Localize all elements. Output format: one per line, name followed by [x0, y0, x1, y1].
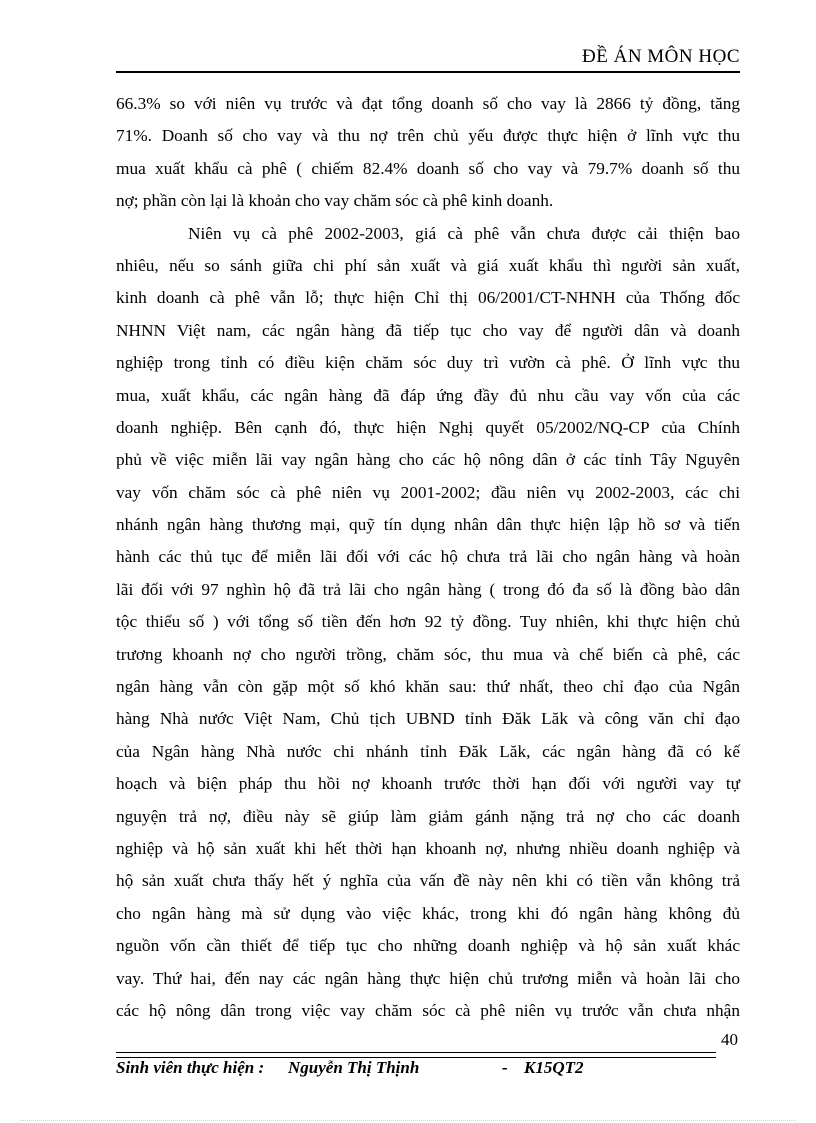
text-line: hành các thủ tục để miễn lãi đối với các hộ chưa trả lãi cho ngân hàng và hoàn	[116, 547, 740, 567]
text-line: trương khoanh nợ cho người trồng, chăm sóc, thu mua và chế biến cà phê, các	[116, 644, 740, 664]
header-rule	[116, 71, 740, 73]
text-line: hoạch và biện pháp thu hồi nợ khoanh trước thời hạn đối với người vay tự	[116, 774, 740, 794]
text-line: các hộ nông dân trong việc vay chăm sóc cà phê niên vụ trước vẫn chưa nhận	[116, 1000, 740, 1020]
text-line: doanh nghiệp. Bên cạnh đó, thực hiện Nghị quyết 05/2002/NQ-CP của Chính	[116, 417, 740, 437]
text-line: nợ; phần còn lại là khoản cho vay chăm sóc cà phê kinh doanh.	[116, 191, 554, 211]
page-number: 40	[721, 1030, 738, 1049]
text-line: cho ngân hàng mà sử dụng vào việc khác, trong khi đó ngân hàng không đủ	[116, 903, 740, 923]
text-line: nghiệp và hộ sản xuất khi hết thời hạn khoanh nợ, nhưng nhiều doanh nghiệp và	[116, 838, 740, 858]
text-line: nguồn vốn cần thiết để tiếp tục cho những doanh nghiệp và hộ sản xuất khác	[116, 936, 740, 956]
header-title: ĐỀ ÁN MÔN HỌC	[582, 46, 740, 67]
paragraph-1	[116, 88, 740, 218]
text-line: Niên vụ cà phê 2002-2003, giá cà phê vẫn chưa được cải thiện bao	[188, 223, 740, 243]
footer-author-label: Sinh viên thực hiện :	[116, 1058, 265, 1077]
text-line: tộc thiểu số ) với tổng số tiền đến hơn 92 tỷ đồng. Tuy nhiên, khi thực hiện chủ	[116, 612, 740, 632]
footer-separator: -	[502, 1058, 508, 1077]
text-line: NHNN Việt nam, các ngân hàng đã tiếp tục cho vay để người dân và doanh	[116, 320, 740, 340]
text-line: vay vốn chăm sóc cà phê niên vụ 2001-2002; đầu niên vụ 2002-2003, các chi	[116, 482, 740, 502]
footer-class-code: K15QT2	[524, 1058, 584, 1077]
text-line: hàng Nhà nước Việt Nam, Chủ tịch UBND tỉnh Đăk Lăk và công văn chỉ đạo	[116, 709, 740, 729]
text-line: của Ngân hàng Nhà nước chi nhánh tỉnh Đăk Lăk, các ngân hàng đã có kế	[116, 741, 740, 761]
text-line: ngân hàng vẫn còn gặp một số khó khăn sau: thứ nhất, theo chỉ đạo của Ngân	[116, 677, 740, 697]
text-line: lãi đối với 97 nghìn hộ đã trả lãi cho ngân hàng ( trong đó đa số là đồng bào dân	[116, 579, 740, 599]
text-line: hộ sản xuất chưa thấy hết ý nghĩa của vấn đề này nên khi có tiền vẫn không trả	[116, 871, 740, 891]
page-edge-divider	[20, 1120, 796, 1121]
text-line: nghiệp trong tỉnh có điều kiện chăm sóc duy trì vườn cà phê. Ở lĩnh vực thu	[116, 353, 740, 373]
text-line: vay. Thứ hai, đến nay các ngân hàng thực hiện chủ trương miễn và hoàn lãi cho	[116, 968, 740, 988]
body-text	[116, 88, 740, 1027]
paragraph-2	[116, 218, 740, 1028]
text-line: mua, xuất khẩu, các ngân hàng đã đáp ứng đầy đủ nhu cầu vay vốn của các	[116, 385, 740, 405]
text-line: phủ về việc miễn lãi vay ngân hàng cho các hộ nông dân ở các tỉnh Tây Nguyên	[116, 450, 740, 470]
text-line: 71%. Doanh số cho vay và thu nợ trên chủ yếu được thực hiện ở lĩnh vực thu	[116, 126, 740, 146]
text-line: mua xuất khẩu cà phê ( chiếm 82.4% doanh số cho vay và 79.7% doanh số thu	[116, 158, 740, 178]
text-line: kinh doanh cà phê vẫn lỗ; thực hiện Chỉ thị 06/2001/CT-NHNH của Thống đốc	[116, 288, 740, 308]
footer-author-name: Nguyễn Thị Thịnh	[288, 1058, 420, 1077]
text-line: nguyện trả nợ, điều này sẽ giúp làm giảm gánh nặng trả nợ cho các doanh	[116, 806, 740, 826]
text-line: nhiêu, nếu so sánh giữa chi phí sản xuất và giá xuất khẩu thì người sản xuất,	[116, 255, 740, 275]
text-line: 66.3% so với niên vụ trước và đạt tổng doanh số cho vay là 2866 tỷ đồng, tăng	[116, 94, 740, 113]
text-line: nhánh ngân hàng thương mại, quỹ tín dụng nhân dân thực hiện lập hồ sơ và tiến	[116, 515, 740, 535]
